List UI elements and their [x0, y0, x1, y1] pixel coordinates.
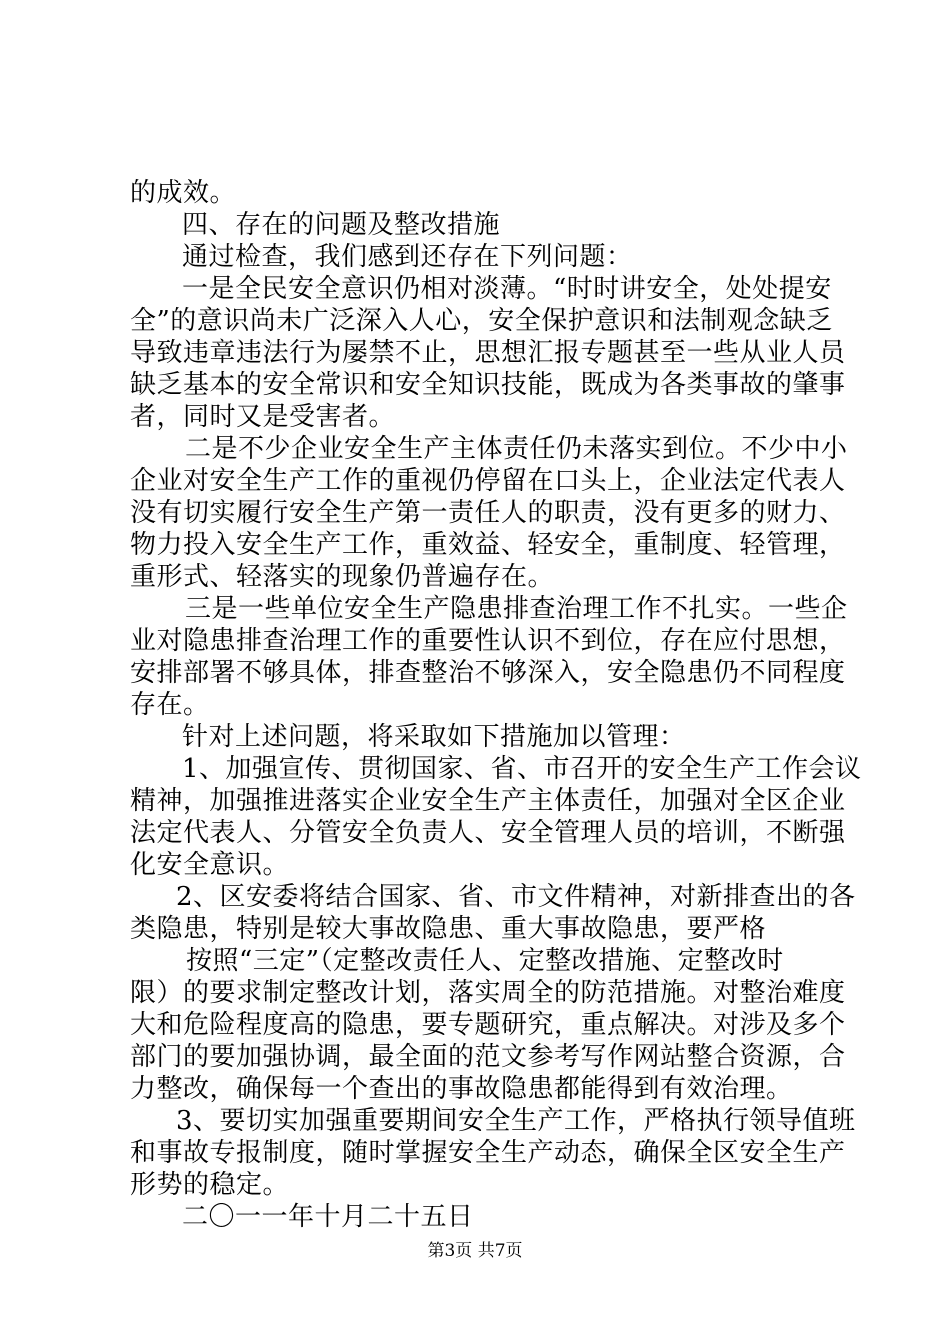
text-line: 法定代表人、分管安全负责人、安全管理人员的培训，不断强	[130, 818, 846, 848]
text-line: 企业对安全生产工作的重视仍停留在口头上，企业法定代表人	[130, 466, 846, 496]
text-line: 2、区安委将结合国家、省、市文件精神，对新排查出的各	[176, 882, 856, 912]
text-line: 类隐患，特别是较大事故隐患、重大事故隐患，要严格	[130, 914, 767, 944]
page-footer	[0, 1240, 950, 1262]
text-line: 三是一些单位安全生产隐患排查治理工作不扎实。一些企	[185, 594, 848, 624]
text-line: 缺乏基本的安全常识和安全知识技能，既成为各类事故的肇事	[130, 370, 846, 400]
text-line: 者，同时又是受害者。	[130, 402, 396, 432]
text-line: 一是全民安全意识仍相对淡薄。“时时讲安全，处处提安	[182, 274, 832, 304]
text-line: 二是不少企业安全生产主体责任仍未落实到位。不少中小	[185, 434, 848, 464]
text-line: 导致违章违法行为屡禁不止，思想汇报专题甚至一些从业人员	[130, 338, 846, 368]
text-line: 精神，加强推进落实企业安全生产主体责任，加强对全区企业	[130, 786, 846, 816]
text-line: 化安全意识。	[130, 850, 290, 880]
date-line: 二〇一一年十月二十五日	[182, 1202, 474, 1232]
text-line: 重形式、轻落实的现象仍普遍存在。	[130, 562, 555, 592]
text-line: 部门的要加强协调，最全面的范文参考写作网站整合资源，合	[130, 1042, 846, 1072]
text-line: 1、加强宣传、贯彻国家、省、市召开的安全生产工作会议	[182, 754, 862, 784]
text-line: 按照“三定”（定整改责任人、定整改措施、定整改时	[186, 946, 784, 976]
text-line: 通过检查，我们感到还存在下列问题：	[182, 242, 633, 272]
page-number-text: 第3页 共7页	[427, 1241, 523, 1261]
text-line: 针对上述问题，将采取如下措施加以管理：	[182, 722, 686, 752]
text-line: 和事故专报制度，随时掌握安全生产动态，确保全区安全生产	[130, 1138, 846, 1168]
text-line: 业对隐患排查治理工作的重要性认识不到位，存在应付思想，	[130, 626, 846, 656]
text-line: 的成效。	[130, 178, 237, 208]
text-line: 形势的稳定。	[130, 1170, 290, 1200]
text-line: 存在。	[130, 690, 210, 720]
text-line: 大和危险程度高的隐患，要专题研究，重点解决。对涉及多个	[130, 1010, 846, 1040]
text-line: 3、要切实加强重要期间安全生产工作，严格执行领导值班	[176, 1106, 856, 1136]
section-heading: 四、存在的问题及整改措施	[182, 210, 501, 240]
text-line: 物力投入安全生产工作，重效益、轻安全，重制度、轻管理，	[130, 530, 846, 560]
text-line: 全”的意识尚未广泛深入人心，安全保护意识和法制观念缺乏	[130, 306, 833, 336]
text-line: 力整改，确保每一个查出的事故隐患都能得到有效治理。	[130, 1074, 793, 1104]
text-line: 限）的要求制定整改计划，落实周全的防范措施。对整治难度	[130, 978, 846, 1008]
text-line: 安排部署不够具体，排查整治不够深入，安全隐患仍不同程度	[130, 658, 846, 688]
text-line: 没有切实履行安全生产第一责任人的职责，没有更多的财力、	[130, 498, 846, 528]
